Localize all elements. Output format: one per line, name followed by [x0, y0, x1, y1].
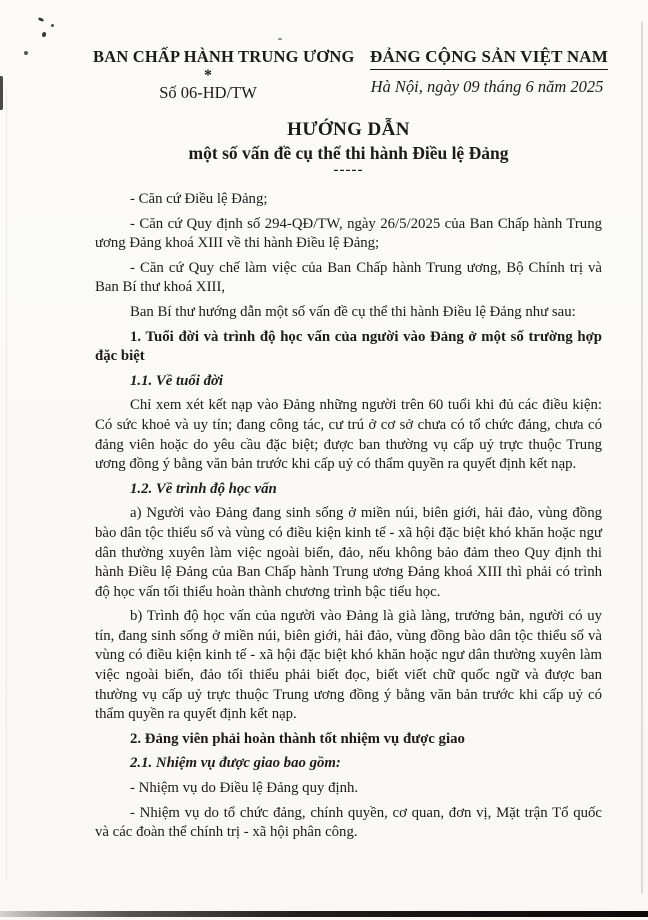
ink-speck: [42, 32, 46, 37]
paragraph-intro: Ban Bí thư hướng dẫn một số vấn đề cụ thể thi hành Điều lệ Đảng như sau:: [130, 303, 576, 320]
document-subtitle: một số vấn đề cụ thể thi hành Điều lệ Đảng: [188, 143, 509, 163]
ink-speck: [278, 38, 282, 40]
scan-right-edge-line: [641, 22, 643, 894]
header-right-block: [370, 47, 609, 97]
paragraph-citation-quy-dinh-294: - Căn cứ Quy định số 294-QĐ/TW, ngày 26/5/2025 của Ban Chấp hành Trung ương Đảng khoá XIII về thi hành Điều lệ Đảng;: [95, 215, 602, 252]
section-heading-1: 1. Tuổi đời và trình độ học vấn của người vào Đảng ở một số trường hợp đặc biệt: [95, 328, 602, 365]
document-number: Số 06-HD/TW: [159, 83, 257, 102]
paragraph-1-1-body: Chỉ xem xét kết nạp vào Đảng những người trên 60 tuổi khi đủ các điều kiện: Có sức khoẻ và uy tín; đang công tác, cư trú ở cơ sở chưa có tổ chức đảng, chưa có đảng viên hoặc do yêu cầu đặc biệt; được ban thường vụ cấp uỷ trực thuộc Trung ương đồng ý bằng văn bản trước khi cấp uỷ có thẩm quyền ra quyết định kết nạp.: [95, 397, 602, 473]
star-separator: *: [204, 67, 212, 84]
document-body: [95, 190, 602, 848]
header-left-block: [93, 47, 355, 103]
subsection-heading-1-2: 1.2. Về trình độ học vấn: [130, 480, 277, 497]
paragraph-1-2-b: b) Trình độ học vấn của người vào Đảng là già làng, trưởng bản, người có uy tín, đang sinh sống ở miền núi, biên giới, hải đảo, vùng đồng bào dân tộc thiểu số và vùng có điều kiện kinh tế - xã hội đặc biệt khó khăn hoặc ngư dân thường xuyên làm việc ngoài biển, đảo tối thiểu phải biết đọc, biết viết chữ quốc ngữ và được ban thường vụ cấp uỷ trực thuộc Trung ương đồng ý bằng văn bản trước khi cấp uỷ có thẩm quyền ra quyết định kết nạp.: [95, 608, 602, 723]
scan-left-edge-mark: [0, 76, 3, 110]
party-name-heading: ĐẢNG CỘNG SẢN VIỆT NAM: [370, 47, 608, 70]
title-block: [95, 119, 602, 177]
ink-speck: [24, 51, 28, 55]
scan-left-edge-line: [6, 90, 7, 880]
document-title: HƯỚNG DẪN: [287, 119, 410, 140]
paragraph-citation-quy-che: - Căn cứ Quy chế làm việc của Ban Chấp hành Trung ương, Bộ Chính trị và Ban Bí thư khoá XIII,: [95, 259, 602, 296]
ink-speck: [51, 24, 54, 27]
ink-speck: [38, 17, 45, 22]
issuing-org-name: BAN CHẤP HÀNH TRUNG ƯƠNG: [93, 47, 355, 66]
scan-bottom-shadow-band: [0, 911, 648, 917]
paragraph-citation-dieu-le: - Căn cứ Điều lệ Đảng;: [130, 191, 268, 207]
subsection-heading-2-1: 2.1. Nhiệm vụ được giao bao gồm:: [130, 755, 341, 772]
section-heading-2: 2. Đảng viên phải hoàn thành tốt nhiệm vụ được giao: [130, 730, 465, 747]
subsection-heading-1-1: 1.1. Về tuổi đời: [130, 372, 224, 389]
paragraph-1-2-a: a) Người vào Đảng đang sinh sống ở miền núi, biên giới, hải đảo, vùng đồng bào dân tộc thiểu số và vùng có điều kiện kinh tế - xã hội đặc biệt khó khăn hoặc ngư dân thường xuyên làm việc ngoài biển, đảo, nếu không bảo đảm theo Quy định thi hành Điều lệ Đảng của Ban Chấp hành Trung ương Đảng khoá XIII thì phải có trình độ học vấn tối thiểu hoàn thành chương trình bậc tiểu học.: [95, 505, 602, 600]
place-and-date: Hà Nội, ngày 09 tháng 6 năm 2025: [370, 77, 604, 96]
paragraph-2-1-item-1: - Nhiệm vụ do Điều lệ Đảng quy định.: [130, 780, 359, 797]
title-separator-dashes: -----: [333, 162, 364, 178]
paragraph-2-1-item-2: - Nhiệm vụ do tổ chức đảng, chính quyền, cơ quan, đơn vị, Mặt trận Tổ quốc và các đoàn thể chính trị - xã hội phân công.: [95, 804, 602, 841]
